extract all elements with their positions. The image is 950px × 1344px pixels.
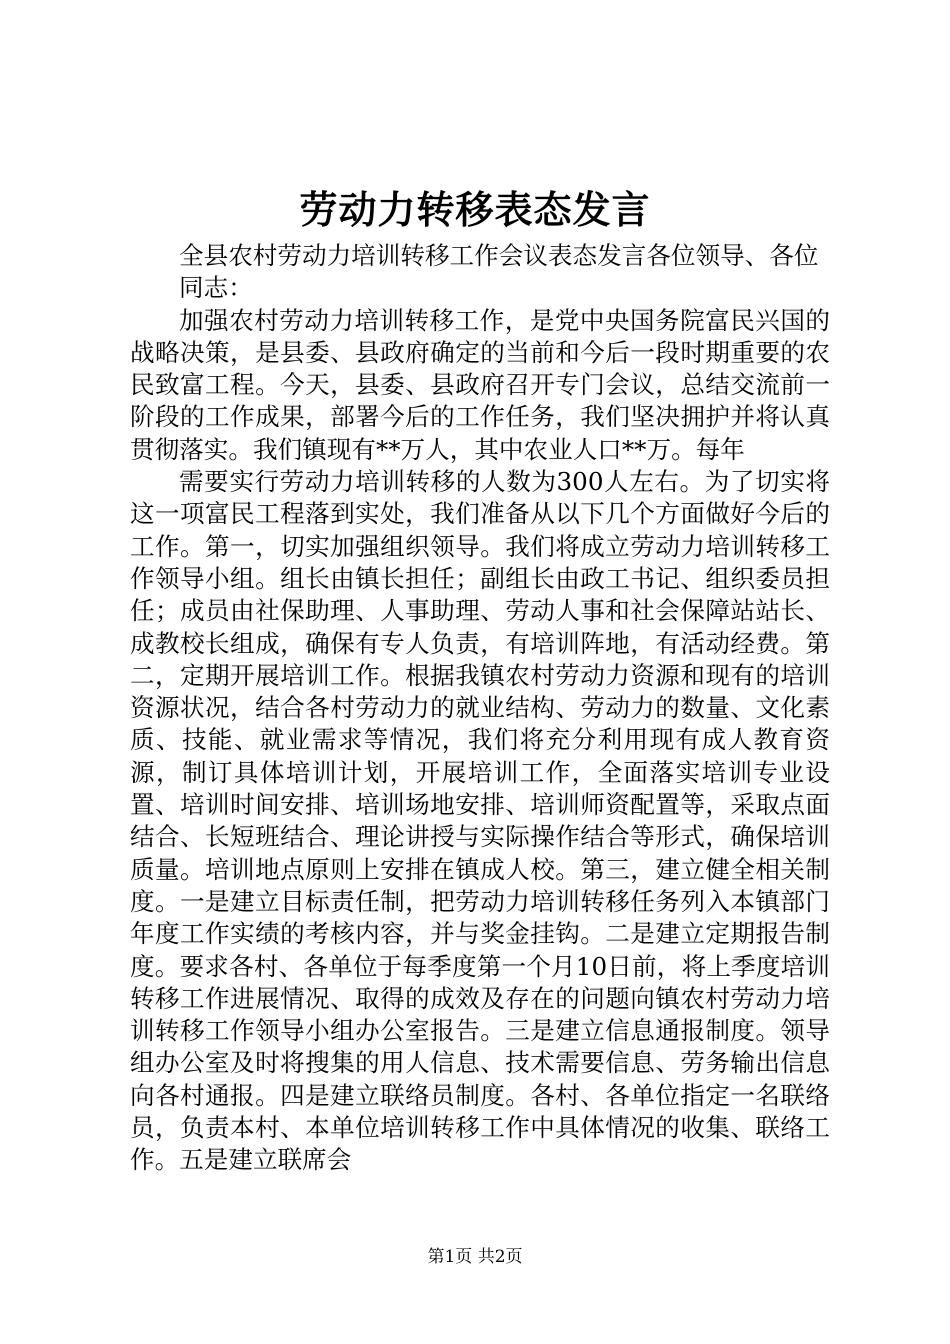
- paragraph-intro: 加强农村劳动力培训转移工作，是党中央国务院富民兴国的战略决策，是县委、县政府确定的当前和今后一段时期重要的农民致富工程。今天，县委、县政府召开专门会议，总结交流前一阶段的工作成果，部署今后的工作任务，我们坚决拥护并将认真贯彻落实。我们镇现有**万人，其中农业人口**万。每年: [130, 305, 830, 464]
- document-title: 劳动力转移表态发言: [299, 187, 651, 232]
- paragraph-measures: 需要实行劳动力培训转移的人数为300人左右。为了切实将这一项富民工程落到实处，我们准备从以下几个方面做好今后的工作。第一，切实加强组织领导。我们将成立劳动力培训转移工作领导小组。组长由镇长担任；副组长由政工书记、组织委员担任；成员由社保助理、人事助理、劳动人事和社会保障站站长、成教校长组成，确保有专人负责，有培训阵地，有活动经费。第二，定期开展培训工作。根据我镇农村劳动力资源和现有的培训资源状况，结合各村劳动力的就业结构、劳动力的数量、文化素质、技能、就业需求等情况，我们将充分利用现有成人教育资源，制订具体培训计划，开展培训工作，全面落实培训专业设置、培训时间安排、培训场地安排、培训师资配置等，采取点面结合、长短班结合、理论讲授与实际操作结合等形式，确保培训质量。培训地点原则上安排在镇成人校。第三，建立健全相关制度。一是建立目标责任制，把劳动力培训转移任务列入本镇部门年度工作实绩的考核内容，并与奖金挂钩。二是建立定期报告制度。要求各村、各单位于每季度第一个月10日前，将上季度培训转移工作进展情况、取得的成效及存在的问题向镇农村劳动力培训转移工作领导小组办公室报告。三是建立信息通报制度。领导组办公室及时将搜集的用人信息、技术需要信息、劳务输出信息向各村通报。四是建立联络员制度。各村、各单位指定一名联络员，负责本村、本单位培训转移工作中具体情况的收集、联络工作。五是建立联席会: [130, 467, 830, 1175]
- paragraph-opening: 全县农村劳动力培训转移工作会议表态发言各位领导、各位: [179, 241, 819, 270]
- paragraph-salutation: 同志：: [179, 273, 253, 303]
- page-number-footer: 第1页 共2页: [427, 1247, 523, 1267]
- document-body: [130, 240, 830, 1177]
